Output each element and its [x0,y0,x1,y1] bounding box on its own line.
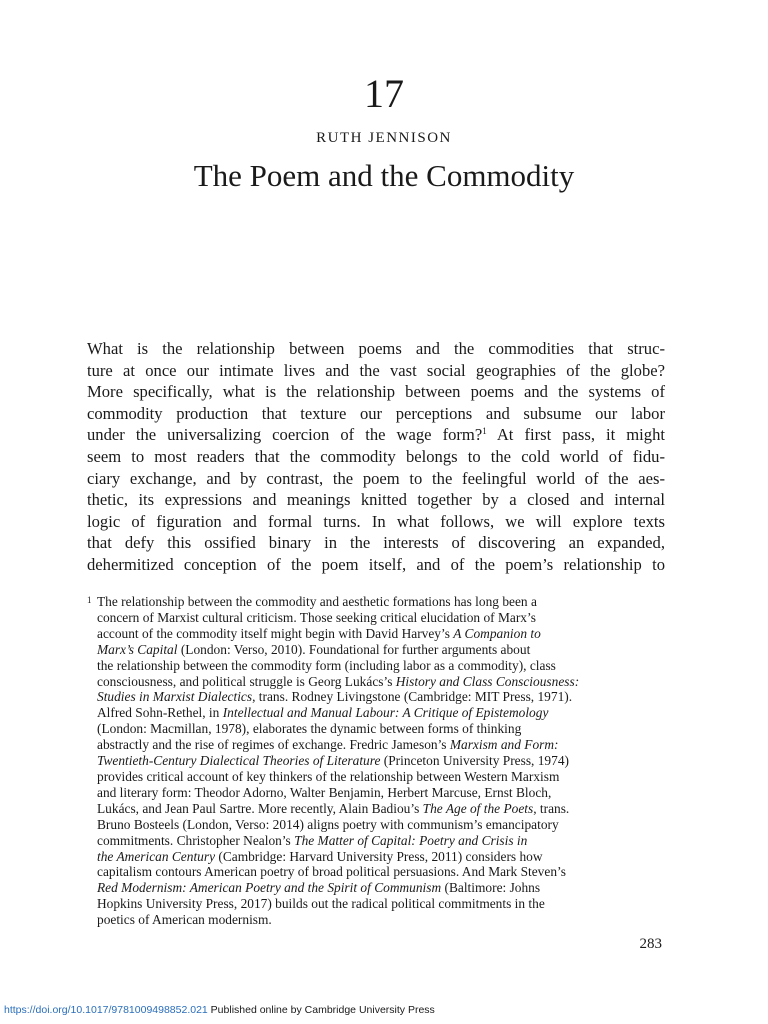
footnote-reference[interactable]: 1 [482,426,487,437]
footnote-italic-text: A Companion to [453,625,541,641]
body-line: What is the relationship between poems and the commodities that struc- [87,339,665,358]
body-line-with-note [87,424,665,446]
footnote-italic-text: the American Century [97,848,216,864]
footnote-text: (London: Macmillan, 1978), elaborates the dynamic between forms of thinking [97,721,522,737]
footnote [87,594,647,928]
footnote-text: The relationship between the commodity and aesthetic formations has long been a [97,594,537,609]
footnote-line [97,801,647,817]
footnote-text: (Baltimore: Johns [441,880,541,896]
footer [4,1003,435,1017]
footnote-italic-text: Red Modernism: American Poetry and the Spirit of Communism [97,880,442,896]
footnote-text: (London: Verso, 2010). Foundational for further arguments about [177,641,531,657]
footnote-italic-text: Twentieth-Century Dialectical Theories of Literature [97,753,381,769]
body-line: ture at once our intimate lives and the vast social geographies of the globe? [87,360,665,380]
footnote-text: commitments. Christopher Nealon’s [97,832,295,848]
footnote-line [97,833,647,849]
body-line: commodity production that texture our perceptions and subsume our labor [87,403,665,423]
footnote-line [97,737,647,753]
footnote-line [97,912,647,928]
footnote-body [97,594,647,928]
footnote-italic-text: Marx’s Capital [97,641,178,657]
body-line: thetic, its expressions and meanings knitted together by a closed and internal [87,490,665,510]
footnote-italic-text: History and Class Consciousness: [395,673,580,689]
footnote-line [97,626,647,642]
footnote-line [97,785,647,801]
footnote-italic-text: Studies in Marxist Dialectics [97,689,253,705]
footnote-text: , trans. Rodney Livingstone (Cambridge: MIT Press, 1971). [252,689,573,705]
footnote-line [97,674,647,690]
footnote-line [97,769,647,785]
page-number: 283 [639,936,662,952]
footnote-line [97,817,647,833]
body-line: dehermitized conception of the poem itself, and of the poem’s relationship to [87,554,665,574]
body-line-tail: At first pass, it might [486,425,665,445]
footnote-line [97,658,647,674]
doi-link[interactable]: https://doi.org/10.1017/9781009498852.021 [4,1004,208,1016]
body-line: seem to most readers that the commodity belongs to the cold world of fidu- [87,446,665,466]
body-line: logic of figuration and formal turns. In what follows, we will explore texts [87,511,665,531]
footnote-mark: 1 [87,595,92,605]
body-line: More specifically, what is the relationship between poems and the systems of [87,382,665,402]
footnote-line [97,721,647,737]
footnote-line [97,705,647,721]
footnote-line [97,594,647,610]
footnote-line [97,864,647,880]
footnote-text: provides critical account of key thinkers of the relationship between Western Marxism [97,768,560,784]
body-line-text: under the universalizing coercion of the wage form? [87,425,483,445]
chapter-number: 17 [364,71,404,116]
footnote-line [97,849,647,865]
footnote-italic-text: The Matter of Capital: Poetry and Crisis in [294,832,528,848]
footnote-line [97,896,647,912]
footnote-text: Alfred Sohn-Rethel, in [97,705,223,721]
footnote-text: and literary form: Theodor Adorno, Walter Benjamin, Herbert Marcuse, Ernst Bloch, [97,784,552,800]
body-paragraph [87,338,665,576]
footnote-text: account of the commodity itself might begin with David Harvey’s [97,625,454,641]
footnote-line [97,689,647,705]
footnote-text: Lukács, and Jean Paul Sartre. More recently, Alain Badiou’s [97,800,423,816]
footnote-text: (Cambridge: Harvard University Press, 2011) considers how [215,848,543,864]
footnote-text: abstractly and the rise of regimes of exchange. Fredric Jameson’s [97,737,450,753]
publisher-note: Published online by Cambridge University Press [207,1004,435,1016]
footnote-text: Bruno Bosteels (London, Verso: 2014) aligns poetry with communism’s emancipatory [97,816,559,832]
footnote-line [97,610,647,626]
footnote-text: (Princeton University Press, 1974) [380,753,569,769]
footnote-text: concern of Marxist cultural criticism. Those seeking critical elucidation of Marx’s [97,609,536,625]
author-name: RUTH JENNISON [316,130,452,146]
footnote-text: , trans. [533,800,570,816]
footnote-text: capitalism contours American poetry of broad political persuasions. And Mark Steven’s [97,864,566,880]
footnote-text: poetics of American modernism. [97,912,272,928]
footnote-italic-text: Intellectual and Manual Labour: A Critique of Epistemology [222,705,549,721]
body-line: that defy this ossified binary in the interests of discovering an expanded, [87,533,665,553]
footnote-line [97,880,647,896]
footnote-text: the relationship between the commodity form (including labor as a commodity), class [97,657,556,673]
chapter-title: The Poem and the Commodity [193,158,575,193]
footnote-line [97,642,647,658]
footnote-line [97,753,647,769]
footnote-text: Hopkins University Press, 2017) builds out the radical political commitments in the [97,896,545,912]
footnote-italic-text: Marxism and Form: [449,737,559,753]
footnote-italic-text: The Age of the Poets [422,800,534,816]
body-line: ciary exchange, and by contrast, the poem to the feelingful world of the aes- [87,468,665,488]
footnote-text: consciousness, and political struggle is Georg Lukács’s [97,673,396,689]
